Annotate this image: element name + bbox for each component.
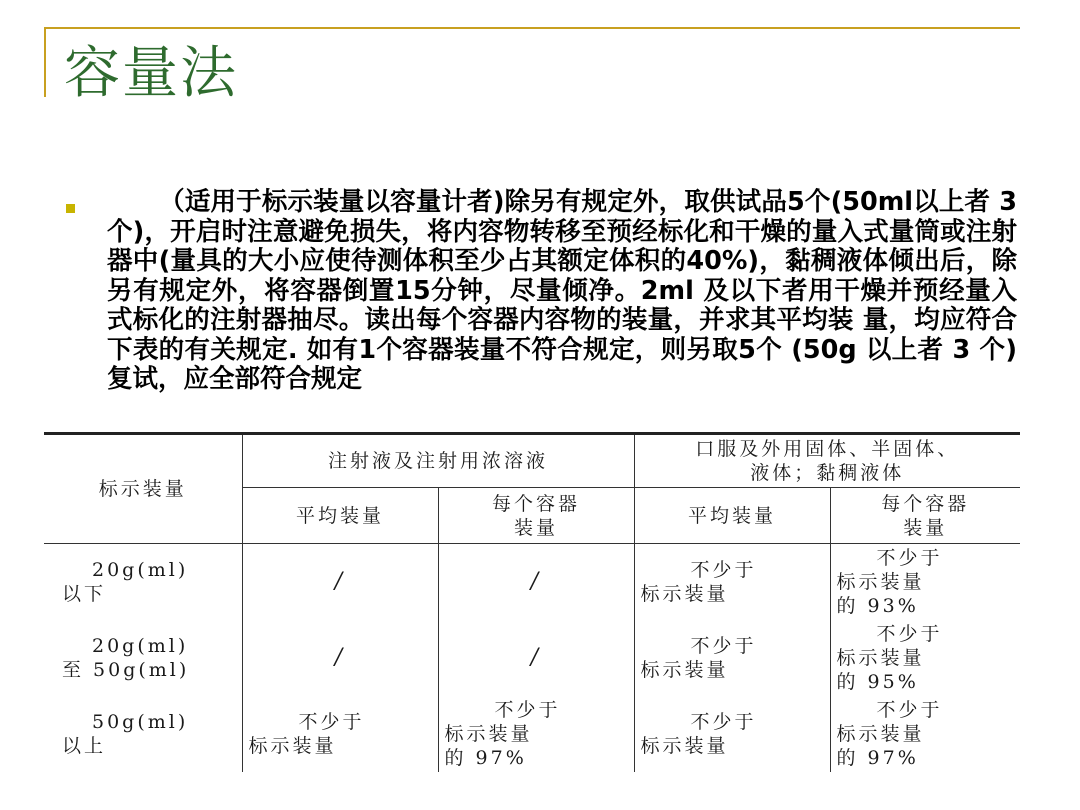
injection-each-line2: 标示装量 <box>444 723 533 745</box>
slide-title: 容量法 <box>64 41 238 106</box>
subheader-each-injection-line1: 每个容器 <box>492 492 581 515</box>
fill-volume-table <box>44 432 1020 772</box>
row-size-line2: 以上 <box>62 735 107 757</box>
row-size <box>44 696 242 772</box>
oral-each-line1: 不少于 <box>876 547 943 569</box>
oral-each-line2: 标示装量 <box>836 647 925 669</box>
row-size-line1: 20g(ml) <box>92 559 189 581</box>
oral-each-line1: 不少于 <box>876 699 943 721</box>
oral-each-line2: 标示装量 <box>836 571 925 593</box>
oral-average-cell <box>634 620 830 696</box>
subheader-each-injection <box>438 488 634 544</box>
body-paragraph-text: （适用于标示装量以容量计者)除另有规定外，取供试品5个(50ml以上者 3 个)，开启时注意避免损失，将内容物转移至预经标化和干燥的量入式量筒或注射器中(量具的大小应使待测体积至少占其额定体积的40%)，黏稠液体倾出后，除另有规定外，将容器倒置15分钟，尽量倾净。2ml 及以下者用干燥并预经量入式标化的注射器抽尽。读出每个容器内容物的装量，并求其平均装 量，均应符合下表的有关规定. 如有1个容器装量不符合规定，则另取5个 (50g 以上者 3 个)复试，应全部符合规定 <box>107 187 1017 394</box>
injection-each-line3: 的 97% <box>444 747 527 769</box>
header-injection: 注射液及注射用浓溶液 <box>242 434 634 488</box>
oral-average-line1: 不少于 <box>690 711 757 733</box>
title-rule-top <box>44 27 1020 29</box>
injection-average-cell: / <box>242 544 438 621</box>
row-size-line2: 以下 <box>62 583 107 605</box>
header-labeled-volume: 标示装量 <box>44 434 242 544</box>
oral-average-line2: 标示装量 <box>640 583 729 605</box>
body-paragraph <box>107 188 1017 395</box>
injection-average-cell: / <box>242 620 438 696</box>
injection-average-line1: 不少于 <box>298 711 365 733</box>
oral-each-line3: 的 97% <box>836 747 919 769</box>
table-row <box>44 696 1020 772</box>
oral-each-cell <box>830 620 1020 696</box>
oral-average-cell <box>634 696 830 772</box>
injection-each-cell: / <box>438 620 634 696</box>
oral-average-cell <box>634 544 830 621</box>
subheader-average-oral: 平均装量 <box>634 488 830 544</box>
oral-each-line2: 标示装量 <box>836 723 925 745</box>
injection-each-cell <box>438 696 634 772</box>
table-row <box>44 544 1020 621</box>
bullet-square-icon <box>66 204 75 213</box>
subheader-each-oral-line2: 装量 <box>903 516 948 539</box>
oral-each-line1: 不少于 <box>876 623 943 645</box>
header-oral-topical-line1: 口服及外用固体、半固体、 <box>695 438 960 460</box>
row-size-line1: 20g(ml) <box>92 635 189 657</box>
injection-average-cell <box>242 696 438 772</box>
oral-average-line1: 不少于 <box>690 559 757 581</box>
table-row <box>44 620 1020 696</box>
subheader-each-oral-line1: 每个容器 <box>881 492 970 515</box>
injection-each-cell: / <box>438 544 634 621</box>
header-oral-topical <box>634 434 1020 488</box>
row-size <box>44 620 242 696</box>
oral-each-cell <box>830 696 1020 772</box>
oral-average-line1: 不少于 <box>690 635 757 657</box>
oral-average-line2: 标示装量 <box>640 659 729 681</box>
title-rule-left <box>44 27 46 97</box>
subheader-each-injection-line2: 装量 <box>514 516 559 539</box>
row-size <box>44 544 242 621</box>
row-size-line2: 至 50g(ml) <box>62 659 190 681</box>
oral-average-line2: 标示装量 <box>640 735 729 757</box>
subheader-each-oral <box>830 488 1020 544</box>
injection-average-line2: 标示装量 <box>248 735 337 757</box>
oral-each-line3: 的 95% <box>836 671 919 693</box>
subheader-average-injection: 平均装量 <box>242 488 438 544</box>
oral-each-line3: 的 93% <box>836 595 919 617</box>
row-size-line1: 50g(ml) <box>92 711 189 733</box>
oral-each-cell <box>830 544 1020 621</box>
injection-each-line1: 不少于 <box>494 699 561 721</box>
header-oral-topical-line2: 液体；黏稠液体 <box>750 462 905 484</box>
